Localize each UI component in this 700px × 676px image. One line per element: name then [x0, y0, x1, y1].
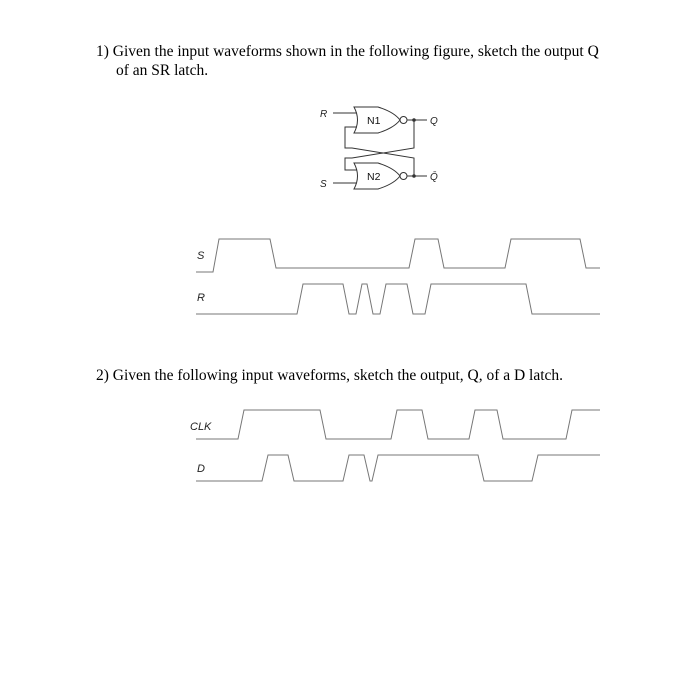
gate-n1-label: N1	[367, 115, 381, 127]
latch-label-q: Q	[430, 116, 438, 127]
latch-label-qbar: Q̄	[430, 172, 438, 183]
sr-signal-s-label: S	[197, 250, 205, 262]
gate-n2-label: N2	[367, 171, 381, 183]
waveform-d	[196, 455, 600, 481]
latch-label-s: S	[320, 179, 327, 190]
question1-line1: 1) Given the input waveforms shown in the following figure, sketch the output Q	[96, 43, 599, 60]
question1-line2: of an SR latch.	[116, 62, 209, 79]
gate-n1-bubble	[400, 117, 407, 124]
junction-qbar	[413, 175, 416, 178]
junction-q	[413, 119, 416, 122]
waveform-clk	[196, 410, 600, 439]
latch-label-r: R	[320, 109, 328, 120]
d-signal-clk-label: CLK	[190, 421, 212, 433]
d-signal-d-label: D	[197, 463, 205, 475]
waveform-r	[196, 284, 600, 314]
waveform-s	[196, 239, 600, 272]
gate-n2-bubble	[400, 173, 407, 180]
wire-qbar-feedback	[345, 127, 414, 176]
sr-signal-r-label: R	[197, 292, 205, 304]
question2-text: 2) Given the following input waveforms, sketch the output, Q, of a D latch.	[96, 367, 564, 384]
